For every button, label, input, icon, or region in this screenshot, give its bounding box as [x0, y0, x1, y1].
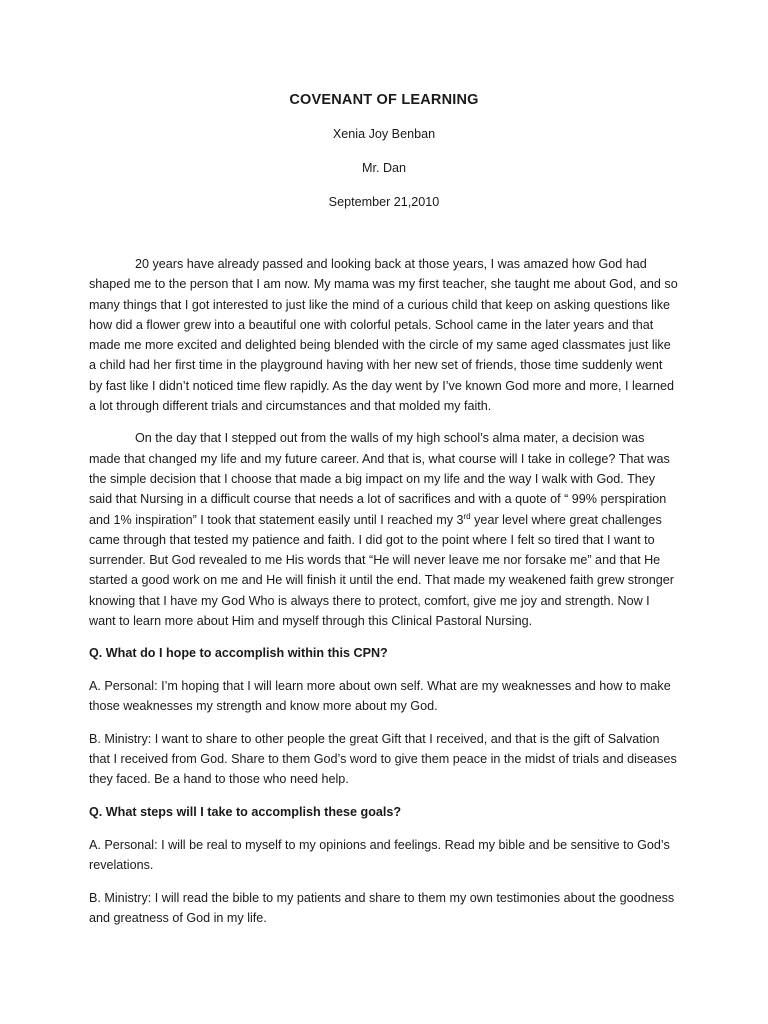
answer-1-personal: A. Personal: I’m hoping that I will learn more about own self. What are my weaknesses and how to make those weaknesses my strength and know more about my God.	[89, 679, 671, 714]
body-paragraph-2-part1: On the day that I stepped out from the walls of my high school’s alma mater, a decision was made that changed my life and my future career. And that is, what course will I take in college? That was the simple decision that I choose that made a big impact on my life and the way I walk with God. They said that Nursing in a difficult course that needs a lot of sacrifices and with a quote of “ 99% perspiration and 1% inspiration” I took that statement easily until I reached my 3	[89, 431, 670, 527]
body-paragraph-2-part2: year level where great challenges came through that tested my patience and faith. I did got to the point where I felt so tired that I want to surrender. But God revealed to me His words that “He will never leave me nor forsake me” and that He started a good work on me and He will finish it until the end. That made my weakened faith grew stronger knowing that I have my God Who is always there to protect, comfort, give me joy and strength. Now I want to learn more about Him and myself through this Clinical Pastoral Nursing.	[89, 512, 674, 629]
instructor-name: Mr. Dan	[361, 161, 407, 175]
document-title: COVENANT OF LEARNING	[289, 92, 479, 108]
question-2: Q. What steps will I take to accomplish these goals?	[89, 805, 402, 820]
answer-2-ministry: B. Ministry: I will read the bible to my patients and share to them my own testimonies about the goodness and greatness of God in my life.	[89, 891, 675, 926]
author-name: Xenia Joy Benban	[332, 127, 436, 141]
body-paragraph-1: 20 years have already passed and looking back at those years, I was amazed how God had shaped me to the person that I am now. My mama was my first teacher, she taught me about God, and so many things that I got interested to just like the mind of a curious child that keep on asking questions like how did a flower grew into a beautiful one with colorful petals. School came in the later years and that made me more excited and delighted being blended with the circle of my same aged classmates just like a child had her first time in the playground having with her new set of friends, those time suddenly went by fast like I didn’t noticed time flew rapidly. As the day went by I’ve known God more and more, I learned a lot through different trials and circumstances and that molded my faith.	[89, 257, 678, 414]
document-page	[89, 92, 679, 941]
superscript-rd: rd	[463, 511, 471, 521]
document-date: September 21,2010	[328, 195, 440, 209]
body-paragraph-2	[89, 428, 679, 631]
answer-2-personal: A. Personal: I will be real to myself to my opinions and feelings. Read my bible and be sensitive to God’s revelations.	[89, 838, 670, 873]
question-1: Q. What do I hope to accomplish within this CPN?	[89, 646, 388, 661]
answer-1-ministry: B. Ministry: I want to share to other people the great Gift that I received, and that is the gift of Salvation that I received from God. Share to them God’s word to give them peace in the midst of trials and diseases they faced. Be a hand to those who need help.	[89, 732, 677, 787]
